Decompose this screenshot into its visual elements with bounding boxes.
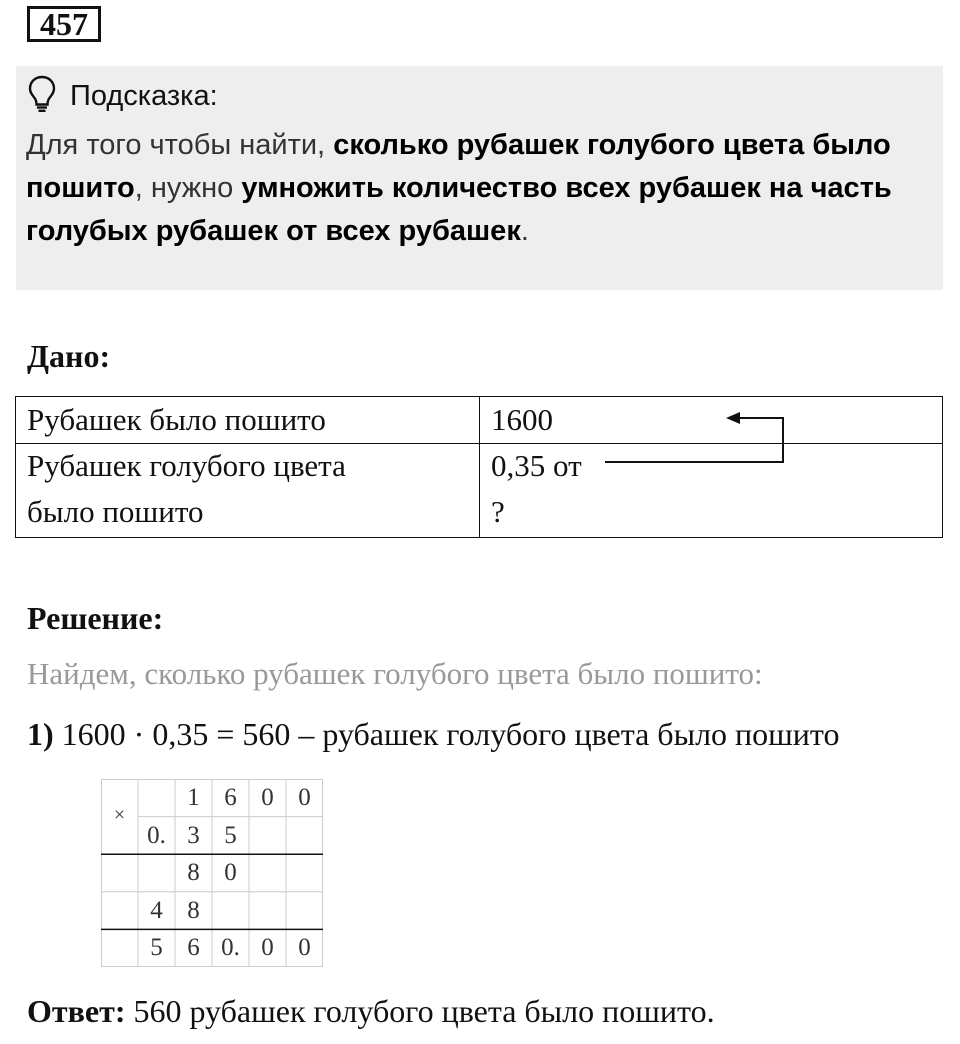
grid-cell: 1 <box>187 784 200 811</box>
grid-cell: 5 <box>224 821 237 849</box>
hint-text-part: . <box>520 215 529 247</box>
given-value: 0,35 от <box>491 448 582 483</box>
grid-cell <box>249 892 286 930</box>
step-number: 1) <box>27 716 54 752</box>
solution-intro: Найдем, сколько рубашек голубого цвета было пошито: <box>27 656 763 691</box>
grid-cell: 0. <box>221 934 240 962</box>
grid-cell: 0 <box>261 784 274 811</box>
given-label: Рубашек было пошито <box>27 402 326 437</box>
hint-text-part: сколько рубашек голубого цвета было пошито <box>26 129 891 204</box>
given-value: ? <box>491 494 505 529</box>
grid-cell: 6 <box>224 784 237 811</box>
grid-cell <box>249 817 286 855</box>
grid-cell: 0 <box>224 859 237 887</box>
grid-cell <box>101 854 138 892</box>
grid-cell <box>212 892 249 930</box>
given-value: 1600 <box>491 402 553 437</box>
grid-cell <box>101 817 138 855</box>
hint-text-part: , нужно <box>134 172 242 204</box>
solution-title: Решение: <box>27 600 164 636</box>
grid-cell <box>101 929 138 967</box>
grid-cell: 6 <box>187 934 200 962</box>
grid-cell: 3 <box>187 821 200 849</box>
grid-cell: × <box>113 804 126 826</box>
given-label: было пошито <box>27 494 204 529</box>
grid-cell: 0 <box>261 934 274 962</box>
solution-step <box>27 716 839 753</box>
answer-label: Ответ: <box>27 993 126 1029</box>
grid-cell: 0 <box>298 934 311 962</box>
grid-cell <box>101 892 138 930</box>
hint-title: Подсказка: <box>70 79 218 112</box>
given-label: Рубашек голубого цвета <box>27 448 346 483</box>
hint-text-part: Для того чтобы найти, <box>26 129 334 161</box>
answer-text: 560 рубашек голубого цвета было пошито. <box>125 993 715 1029</box>
grid-cell <box>138 854 175 892</box>
grid-cell <box>249 854 286 892</box>
grid-cell: 0. <box>147 821 166 849</box>
step-text: 1600 · 0,35 = 560 – рубашек голубого цвета было пошито <box>61 716 840 752</box>
grid-cell <box>138 779 175 817</box>
grid-cell: 4 <box>150 896 163 924</box>
grid-cell: 8 <box>187 859 200 887</box>
grid-cell: 0 <box>298 784 311 811</box>
multiplication-grid <box>101 779 323 967</box>
given-title: Дано: <box>27 338 111 374</box>
answer <box>27 993 715 1030</box>
grid-cell <box>286 854 323 892</box>
hint-text-part: умножить количество всех рубашек на часть голубых рубашек от всех рубашек <box>26 172 892 247</box>
grid-cell <box>286 817 323 855</box>
grid-cell: 8 <box>187 896 200 924</box>
task-number: 457 <box>27 6 101 42</box>
grid-cell <box>286 892 323 930</box>
grid-cell: 5 <box>150 934 163 962</box>
